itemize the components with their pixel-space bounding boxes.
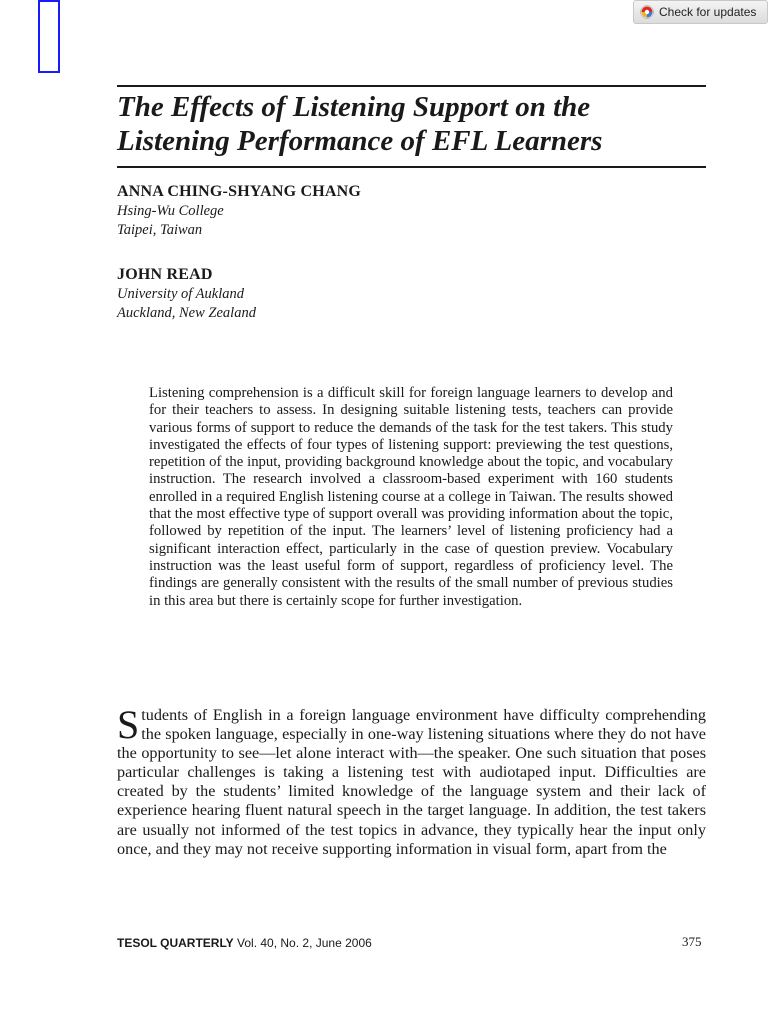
body-text: tudents of English in a foreign language environment have difficulty comprehending the spoken language, especially in one-way listening situations where they do not have the opportunity to see—let alone interact with—the speaker. One such situation that poses particular challenges is taking a listening test with audiotaped input. Difficulties are created by the students’ limited knowledge of the language system and their lack of experience hearing fluent natural speech in the target language. In addition, the test takers are usually not informed of the test topics in advance, they typically hear the input only once, and they may not receive supporting information in visual form, apart from the [117, 706, 706, 858]
page-frame-marker [38, 0, 60, 73]
footer-citation [117, 936, 372, 950]
author-block-1 [117, 182, 361, 240]
author-location: Taipei, Taiwan [117, 222, 203, 238]
title-line-1: The Effects of Listening Support on the [117, 91, 591, 123]
journal-name: TESOL QUARTERLY [117, 936, 234, 950]
author-block-2 [117, 265, 256, 323]
check-for-updates-button[interactable] [633, 0, 768, 24]
drop-cap: S [117, 702, 140, 747]
title-top-rule [117, 85, 706, 87]
author-location: Auckland, New Zealand [117, 305, 256, 321]
author-name: ANNA CHING-SHYANG CHANG [117, 183, 362, 200]
body-paragraph [117, 702, 706, 859]
author-affiliation: Hsing-Wu College [117, 203, 224, 219]
abstract: Listening comprehension is a difficult skill for foreign language learners to develop and for their teachers to assess. In designing suitable listening tests, teachers can provide various forms of support to reduce the demands of the task for the test takers. This study investigated the effects of four types of listening support: previewing the test questions, repetition of the input, providing background knowledge about the topic, and vocabulary instruction. The research involved a classroom-based experiment with 160 students enrolled in a required English listening course at a college in Taiwan. The results showed that the most effective type of support overall was providing information about the topic, followed by repetition of the input. The learners’ level of listening proficiency had a significant interaction effect, particularly in the case of question preview. Vocabulary instruction was the least useful form of support, regardless of proficiency level. The findings are generally consistent with the results of the small number of previous studies in this area but there is certainly scope for further investigation. [149, 385, 673, 609]
page-number: 375 [682, 934, 702, 949]
title-bottom-rule [117, 166, 706, 168]
article-title [117, 90, 717, 158]
author-name: JOHN READ [117, 266, 213, 283]
author-affiliation: University of Aukland [117, 286, 244, 302]
title-line-2: Listening Performance of EFL Learners [117, 125, 603, 157]
crossmark-icon [640, 5, 654, 19]
journal-issue: Vol. 40, No. 2, June 2006 [233, 936, 372, 950]
check-for-updates-label: Check for updates [659, 5, 757, 19]
